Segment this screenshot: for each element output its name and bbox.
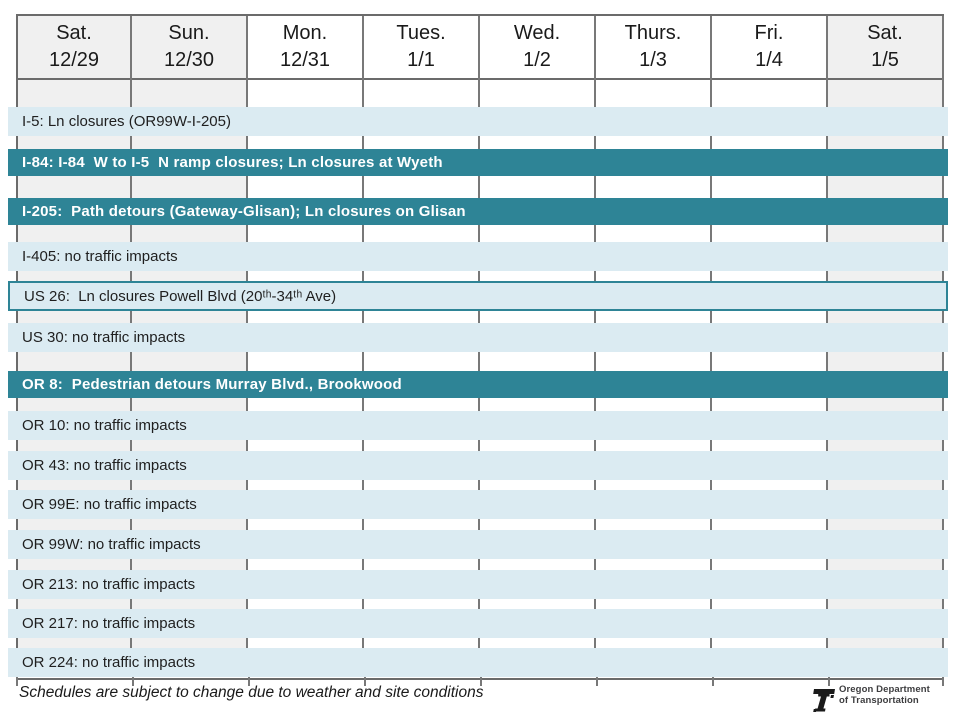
odot-logo-line2: of Transportation (839, 694, 919, 706)
odot-logo-line1: Oregon Department (839, 684, 930, 695)
day-name: Thurs. (624, 22, 682, 44)
day-header (248, 16, 362, 80)
route-bar-or-224: OR 224: no traffic impacts (8, 648, 948, 677)
day-date: 12/31 (279, 49, 331, 71)
day-header (364, 16, 478, 80)
day-name: Fri. (754, 22, 784, 44)
route-bar-or-217: OR 217: no traffic impacts (8, 609, 948, 638)
odot-logo (812, 685, 930, 713)
day-name: Wed. (513, 22, 561, 44)
day-date: 12/30 (163, 49, 215, 71)
route-bar-i-84: I-84: I-84 W to I-5 N ramp closures; Ln closures at Wyeth (8, 149, 948, 176)
odot-logo-icon (812, 687, 836, 713)
route-bar-or-8: OR 8: Pedestrian detours Murray Blvd., Brookwood (8, 371, 948, 398)
odot-logo-text (839, 685, 930, 706)
day-header (480, 16, 594, 80)
day-name: Sun. (168, 22, 210, 44)
route-bar-or-99e: OR 99E: no traffic impacts (8, 490, 948, 519)
route-bar-us-26: US 26: Ln closures Powell Blvd (20ᵗʰ-34ᵗʰ Ave) (8, 281, 948, 311)
route-bar-us-30: US 30: no traffic impacts (8, 323, 948, 352)
day-header (18, 16, 130, 80)
day-name: Tues. (396, 22, 446, 44)
day-date: 1/4 (755, 49, 783, 71)
route-bar-or-10: OR 10: no traffic impacts (8, 411, 948, 440)
day-date: 1/1 (407, 49, 435, 71)
day-header (596, 16, 710, 80)
route-bar-i-5: I-5: Ln closures (OR99W-I-205) (8, 107, 948, 136)
day-header (712, 16, 826, 80)
day-date: 1/3 (639, 49, 667, 71)
day-date: 12/29 (48, 49, 100, 71)
day-date: 1/2 (523, 49, 551, 71)
route-bar-i-405: I-405: no traffic impacts (8, 242, 948, 271)
route-bar-or-99w: OR 99W: no traffic impacts (8, 530, 948, 559)
day-header (828, 16, 942, 80)
day-header (132, 16, 246, 80)
schedule-disclaimer: Schedules are subject to change due to weather and site conditions (19, 684, 484, 701)
day-name: Sat. (867, 22, 903, 44)
day-name: Mon. (282, 22, 328, 44)
route-bar-or-43: OR 43: no traffic impacts (8, 451, 948, 480)
day-date: 1/5 (871, 49, 899, 71)
route-bar-or-213: OR 213: no traffic impacts (8, 570, 948, 599)
day-name: Sat. (56, 22, 92, 44)
route-bar-i-205: I-205: Path detours (Gateway-Glisan); Ln closures on Glisan (8, 198, 948, 225)
